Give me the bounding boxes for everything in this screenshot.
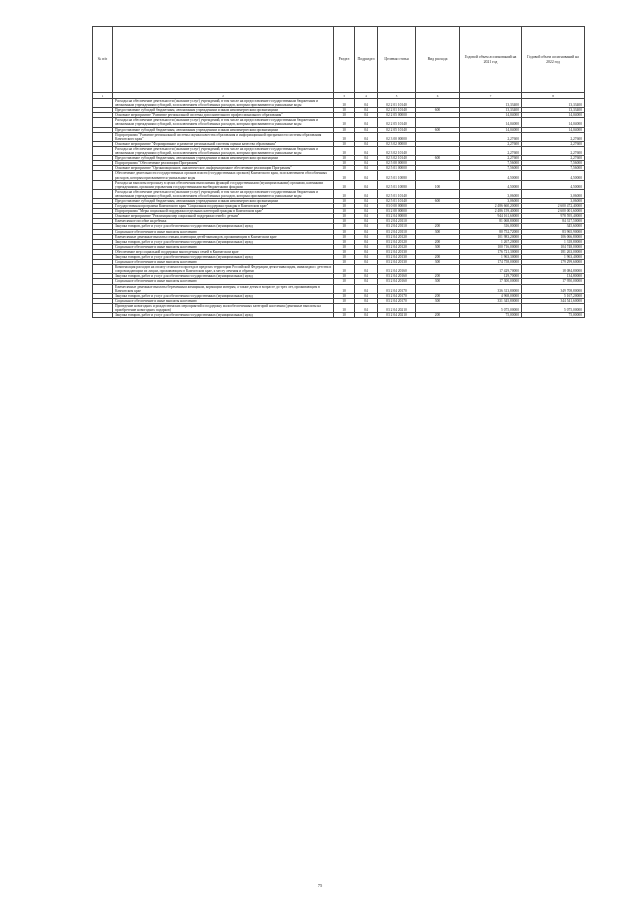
- table-row: [93, 284, 585, 293]
- cell-y2022: 134,80000: [522, 274, 585, 279]
- table-row: [93, 171, 585, 180]
- cell-target: 02 5 01 10080: [378, 180, 416, 189]
- cell-y2022: 4,50000: [522, 171, 585, 180]
- cell-sec: 10: [334, 99, 355, 108]
- cell-name: Предоставление субсидий бюджетным, автономным учреждениям и иным некоммерческим организациям: [113, 108, 334, 113]
- cell-target: 03 2 04 20210: [378, 303, 416, 312]
- cell-sec: 10: [334, 161, 355, 166]
- cell-num: [93, 132, 113, 141]
- cell-sub: 04: [355, 204, 378, 209]
- cell-y2021: 1 267,20000: [460, 239, 522, 244]
- cell-y2021: 2 486 159,40000: [460, 209, 522, 214]
- header-2022: Годовой объем ассигнований на 2022 год: [522, 27, 585, 93]
- cell-name: Ежемесячное пособие на ребенка: [113, 219, 334, 224]
- cell-y2021: 13,33400: [460, 99, 522, 108]
- cell-y2022: 181 263,00000: [522, 249, 585, 254]
- table-row: [93, 189, 585, 198]
- cell-sec: 10: [334, 189, 355, 198]
- cell-name: Социальное обеспечение и иные выплаты населению: [113, 244, 334, 249]
- cell-y2021: 17 300,00000: [460, 279, 522, 284]
- index-7: 7: [460, 93, 522, 99]
- cell-name: Основное мероприятие "Организационное, аналитическое, информационное обеспечение реализации Программы": [113, 166, 334, 171]
- cell-name: Закупка товаров, работ и услуг для обеспечения государственных (муниципальных) нужд: [113, 224, 334, 229]
- cell-num: [93, 189, 113, 198]
- header-section: Раздел: [334, 27, 355, 93]
- cell-sec: 10: [334, 209, 355, 214]
- cell-sub: 04: [355, 298, 378, 303]
- cell-target: 03 2 04 20130: [378, 260, 416, 265]
- cell-exp: [416, 99, 460, 108]
- cell-y2021: 944 161,60000: [460, 214, 522, 219]
- cell-name: Предоставление субсидий бюджетным, автономным учреждениям и иным некоммерческим организациям: [113, 156, 334, 161]
- cell-target: 03 2 04 20170: [378, 284, 416, 293]
- cell-name: Компенсация расходов на оплату стоимости проезда в пределах территории Российской Федерации детям-инвалидам, инвалидам с детства и сопровождающим их лицам, проживающим в Камчатском крае, к месту лечения и обратно: [113, 265, 334, 274]
- index-4: 4: [355, 93, 378, 99]
- cell-sub: 04: [355, 161, 378, 166]
- cell-sub: 04: [355, 198, 378, 203]
- cell-sec: 10: [334, 146, 355, 155]
- cell-sec: 10: [334, 118, 355, 127]
- cell-y2022: 14,04000: [522, 127, 585, 132]
- cell-y2022: 344 541,60000: [522, 298, 585, 303]
- cell-y2021: 2,27600: [460, 146, 522, 155]
- cell-y2022: 2,27600: [522, 156, 585, 161]
- cell-target: 03 2 04 20110: [378, 229, 416, 234]
- cell-name: Основное мероприятие "Развитие региональной системы дополнительного профессионального образования": [113, 113, 334, 118]
- cell-y2021: 14,04000: [460, 127, 522, 132]
- cell-target: 03 2 04 20160: [378, 279, 416, 284]
- cell-y2022: 84 317,50000: [522, 219, 585, 224]
- table-row: [93, 99, 585, 108]
- cell-sec: 10: [334, 249, 355, 254]
- cell-sub: 04: [355, 239, 378, 244]
- table-row: [93, 265, 585, 274]
- cell-exp: 100: [416, 180, 460, 189]
- cell-sub: 04: [355, 209, 378, 214]
- index-2: 2: [113, 93, 334, 99]
- cell-y2021: 336 313,80000: [460, 284, 522, 293]
- cell-sub: 04: [355, 171, 378, 180]
- cell-y2022: 3,06000: [522, 198, 585, 203]
- cell-y2022: 1 963,40000: [522, 255, 585, 260]
- cell-y2022: 17 950,00000: [522, 279, 585, 284]
- cell-y2022: 75,00000: [522, 313, 585, 318]
- cell-exp: 600: [416, 198, 460, 203]
- cell-target: 02 5 01 10080: [378, 171, 416, 180]
- cell-y2021: 1 963,30000: [460, 255, 522, 260]
- index-1: 1: [93, 93, 113, 99]
- cell-sec: 10: [334, 229, 355, 234]
- cell-target: 03 2 04 20130: [378, 255, 416, 260]
- cell-y2022: 13,33400: [522, 99, 585, 108]
- cell-y2021: 100 716,00000: [460, 244, 522, 249]
- cell-num: [93, 99, 113, 108]
- cell-sec: 10: [334, 265, 355, 274]
- cell-target: 03 2 04 20160: [378, 274, 416, 279]
- cell-sec: 10: [334, 132, 355, 141]
- cell-name: Обеспечение мер социальной поддержки многодетных семей в Камчатском крае: [113, 249, 334, 254]
- cell-sub: 04: [355, 279, 378, 284]
- cell-name: Подпрограмма "Развитие региональной системы оценки качества образования и информационной прозрачности системы образования Камчатского края": [113, 132, 334, 141]
- cell-name: Закупка товаров, работ и услуг для обеспечения государственных (муниципальных) нужд: [113, 274, 334, 279]
- cell-exp: [416, 118, 460, 127]
- cell-sub: 04: [355, 146, 378, 155]
- cell-y2021: 4,50000: [460, 180, 522, 189]
- cell-sub: 04: [355, 303, 378, 312]
- cell-target: 02 2 05 10140: [378, 118, 416, 127]
- index-5: 5: [378, 93, 416, 99]
- cell-name: Расходы на обеспечение деятельности (оказание услуг) учреждений, в том числе на предоставление государственным бюджетным и автономным учреждениям субсидий, за исключением обособленных расходов, которым присваиваются уникальные коды: [113, 146, 334, 155]
- cell-sub: 04: [355, 293, 378, 298]
- cell-sec: 10: [334, 244, 355, 249]
- cell-target: 02 2 05 00000: [378, 113, 416, 118]
- cell-num: [93, 146, 113, 155]
- cell-sub: 04: [355, 132, 378, 141]
- cell-exp: 300: [416, 244, 460, 249]
- cell-sub: 04: [355, 219, 378, 224]
- cell-name: Расходы на выплаты персоналу в целях обеспечения выполнения функций государственными (муниципальными) органами, казенными учреждениями, органами управления государственными внебюджетными фондами: [113, 180, 334, 189]
- cell-num: [93, 303, 113, 312]
- cell-y2022: 7,56000: [522, 166, 585, 171]
- cell-y2022: 4,50000: [522, 180, 585, 189]
- cell-y2022: 104 748,00000: [522, 244, 585, 249]
- cell-sec: 10: [334, 284, 355, 293]
- cell-sub: 04: [355, 229, 378, 234]
- cell-sec: 10: [334, 255, 355, 260]
- cell-sec: 10: [334, 298, 355, 303]
- cell-name: Социальное обеспечение и иные выплаты населению: [113, 298, 334, 303]
- cell-y2021: 2,27600: [460, 132, 522, 141]
- cell-exp: 300: [416, 260, 460, 265]
- cell-name: Закупка товаров, работ и услуг для обеспечения государственных (муниципальных) нужд: [113, 293, 334, 298]
- cell-target: 03 2 04 20210: [378, 313, 416, 318]
- cell-name: Подпрограмма "Меры социальной поддержки отдельных категорий граждан в Камчатском крае": [113, 209, 334, 214]
- cell-exp: [416, 132, 460, 141]
- cell-target: 03 2 00 00000: [378, 209, 416, 214]
- cell-sec: 10: [334, 219, 355, 224]
- cell-sec: 10: [334, 166, 355, 171]
- cell-name: Закупка товаров, работ и услуг для обеспечения государственных (муниципальных) нужд: [113, 313, 334, 318]
- header-2021: Годовой объем ассигнований на 2021 год: [460, 27, 522, 93]
- cell-y2022: 13,33400: [522, 108, 585, 113]
- cell-target: 02 3 02 10140: [378, 146, 416, 155]
- cell-name: Предоставление субсидий бюджетным, автономным учреждениям и иным некоммерческим организациям: [113, 198, 334, 203]
- cell-sec: 10: [334, 108, 355, 113]
- cell-target: 03 2 04 20110: [378, 224, 416, 229]
- cell-sub: 04: [355, 224, 378, 229]
- cell-sec: 10: [334, 293, 355, 298]
- cell-num: [93, 180, 113, 189]
- index-3: 3: [334, 93, 355, 99]
- cell-exp: [416, 265, 460, 274]
- budget-table-container: [92, 26, 584, 318]
- table-row: [93, 180, 585, 189]
- table-row: [93, 118, 585, 127]
- cell-sec: 10: [334, 279, 355, 284]
- cell-name: Ежемесячные денежные выплаты беременным женщинам, кормящим матерям, а также детям в возрасте до трех лет, проживающим в Камчатском крае: [113, 284, 334, 293]
- table-header-row: [93, 27, 585, 93]
- cell-y2021: 3,06000: [460, 198, 522, 203]
- cell-y2021: 2 486 660,20000: [460, 204, 522, 209]
- budget-table: [92, 26, 585, 318]
- cell-target: 03 2 04 20170: [378, 298, 416, 303]
- cell-sec: 10: [334, 180, 355, 189]
- cell-sub: 04: [355, 166, 378, 171]
- cell-sub: 04: [355, 244, 378, 249]
- cell-y2022: 18 084,80000: [522, 265, 585, 274]
- table-row: [93, 303, 585, 312]
- cell-y2022: 2 600 472,40000: [522, 204, 585, 209]
- cell-target: 02 5 00 00000: [378, 161, 416, 166]
- cell-y2021: 101 983,20000: [460, 234, 522, 239]
- cell-y2022: 7,56000: [522, 161, 585, 166]
- cell-target: 03 0 00 00000: [378, 204, 416, 209]
- cell-sub: 04: [355, 265, 378, 274]
- cell-name: Государственная программа Камчатского края "Социальная поддержка граждан в Камчатском крае": [113, 204, 334, 209]
- cell-target: 02 3 00 00000: [378, 132, 416, 141]
- cell-y2021: 14,04000: [460, 118, 522, 127]
- header-target: Целевая статья: [378, 27, 416, 93]
- cell-num: [93, 265, 113, 274]
- cell-y2021: 331 345,80000: [460, 298, 522, 303]
- cell-sub: 04: [355, 255, 378, 260]
- cell-name: Расходы на обеспечение деятельности (оказание услуг) учреждений, в том числе на предоставление государственным бюджетным и автономным учреждениям субсидий, за исключением обособленных расходов, которым присваиваются уникальные коды: [113, 99, 334, 108]
- cell-name: Обеспечение деятельности государственных органов власти (государственных органов) Камчатского края, за исключением обособленных расходов, которым присваиваются уникальные коды: [113, 171, 334, 180]
- cell-exp: [416, 189, 460, 198]
- cell-sec: 10: [334, 214, 355, 219]
- cell-name: Закупка товаров, работ и услуг для обеспечения государственных (муниципальных) нужд: [113, 255, 334, 260]
- cell-y2021: 316,00000: [460, 224, 522, 229]
- cell-num: [93, 118, 113, 127]
- cell-target: 03 2 04 00000: [378, 214, 416, 219]
- header-name: [113, 27, 334, 93]
- cell-sec: 10: [334, 303, 355, 312]
- table-row: [93, 132, 585, 141]
- cell-target: 02 2 05 10140: [378, 127, 416, 132]
- cell-y2022: 5 167,20000: [522, 293, 585, 298]
- cell-y2022: 1 318,80000: [522, 239, 585, 244]
- cell-sub: 04: [355, 234, 378, 239]
- cell-target: 03 2 04 20130: [378, 249, 416, 254]
- cell-sub: 04: [355, 127, 378, 132]
- cell-y2021: 129,70000: [460, 274, 522, 279]
- cell-y2022: 106 066,80000: [522, 234, 585, 239]
- cell-sub: 04: [355, 284, 378, 293]
- cell-exp: 300: [416, 279, 460, 284]
- cell-sec: 10: [334, 204, 355, 209]
- cell-exp: [416, 171, 460, 180]
- cell-target: 03 2 04 20110: [378, 219, 416, 224]
- cell-sub: 04: [355, 99, 378, 108]
- cell-sec: 10: [334, 274, 355, 279]
- cell-name: Закупка товаров, работ и услуг для обеспечения государственных (муниципальных) нужд: [113, 239, 334, 244]
- cell-y2022: 2,27600: [522, 146, 585, 155]
- cell-sub: 04: [355, 189, 378, 198]
- cell-sub: 04: [355, 274, 378, 279]
- cell-sub: 04: [355, 313, 378, 318]
- cell-y2022: 3,06000: [522, 189, 585, 198]
- cell-sec: 10: [334, 156, 355, 161]
- cell-sec: 10: [334, 113, 355, 118]
- cell-name: Предоставление субсидий бюджетным, автономным учреждениям и иным некоммерческим организациям: [113, 127, 334, 132]
- cell-sec: 10: [334, 171, 355, 180]
- cell-y2022: 978 595,40000: [522, 214, 585, 219]
- header-expense: Вид расхода: [416, 27, 460, 93]
- cell-sub: 04: [355, 214, 378, 219]
- cell-sub: 04: [355, 249, 378, 254]
- cell-exp: 300: [416, 298, 460, 303]
- cell-name: Ежемесячные денежные выплаты семьям, имеющим детей-инвалидов, проживающим в Камчатском крае: [113, 234, 334, 239]
- cell-y2022: 2,27600: [522, 141, 585, 146]
- cell-num: [93, 284, 113, 293]
- cell-exp: 200: [416, 313, 460, 318]
- cell-name: Социальное обеспечение и иные выплаты населению: [113, 260, 334, 265]
- cell-sec: 10: [334, 141, 355, 146]
- cell-target: 03 2 04 20160: [378, 265, 416, 274]
- cell-num: [93, 313, 113, 318]
- cell-sec: 10: [334, 198, 355, 203]
- cell-sec: 10: [334, 260, 355, 265]
- cell-sec: 10: [334, 239, 355, 244]
- cell-y2021: 13,33400: [460, 108, 522, 113]
- cell-y2021: 14,04000: [460, 113, 522, 118]
- cell-target: 02 2 01 10140: [378, 108, 416, 113]
- cell-sub: 04: [355, 156, 378, 161]
- cell-y2021: 17 429,70000: [460, 265, 522, 274]
- table-body: [93, 99, 585, 318]
- cell-y2022: 83 965,90000: [522, 229, 585, 234]
- cell-sec: 10: [334, 224, 355, 229]
- header-num: № п/п: [93, 27, 113, 93]
- cell-target: 03 2 04 20120: [378, 244, 416, 249]
- cell-y2022: 349 708,80000: [522, 284, 585, 293]
- cell-name: Подпрограмма "Обеспечение реализации Программы": [113, 161, 334, 166]
- cell-exp: 200: [416, 239, 460, 244]
- cell-sub: 04: [355, 118, 378, 127]
- index-6: 6: [416, 93, 460, 99]
- cell-sec: 10: [334, 127, 355, 132]
- cell-y2021: 2,27600: [460, 156, 522, 161]
- table-row: [93, 313, 585, 318]
- cell-y2021: 75,00000: [460, 313, 522, 318]
- cell-exp: 600: [416, 156, 460, 161]
- cell-target: 02 5 01 00000: [378, 166, 416, 171]
- cell-target: 02 3 02 10140: [378, 156, 416, 161]
- cell-name: Основное мероприятие "Формирование и развитие региональной системы оценки качества образования": [113, 141, 334, 146]
- cell-exp: 200: [416, 274, 460, 279]
- cell-y2021: 5 075,00000: [460, 303, 522, 312]
- cell-exp: 300: [416, 229, 460, 234]
- cell-sub: 04: [355, 260, 378, 265]
- cell-target: 03 2 04 20170: [378, 293, 416, 298]
- page-number: 75: [317, 883, 323, 888]
- cell-target: 03 2 04 20120: [378, 239, 416, 244]
- cell-target: 03 2 04 20120: [378, 234, 416, 239]
- cell-y2021: 176 721,30000: [460, 249, 522, 254]
- cell-sub: 04: [355, 141, 378, 146]
- cell-y2021: 2,27600: [460, 141, 522, 146]
- cell-target: 02 5 01 10140: [378, 189, 416, 198]
- cell-exp: [416, 146, 460, 155]
- cell-name: Социальное обеспечение и иные выплаты населению: [113, 279, 334, 284]
- cell-name: Основное мероприятие "Реализация мер социальной поддержки семей с детьми": [113, 214, 334, 219]
- cell-exp: [416, 303, 460, 312]
- cell-sub: 04: [355, 108, 378, 113]
- cell-target: 02 2 01 10140: [378, 99, 416, 108]
- cell-exp: 200: [416, 255, 460, 260]
- cell-y2022: 2 600 001,60000: [522, 209, 585, 214]
- cell-y2021: 7,56000: [460, 161, 522, 166]
- cell-y2022: 5 075,00000: [522, 303, 585, 312]
- cell-sub: 04: [355, 180, 378, 189]
- cell-sec: 10: [334, 234, 355, 239]
- cell-target: 02 3 02 00000: [378, 141, 416, 146]
- cell-y2021: 3,06000: [460, 189, 522, 198]
- cell-num: [93, 171, 113, 180]
- cell-y2021: 4 968,00000: [460, 293, 522, 298]
- cell-exp: 600: [416, 108, 460, 113]
- cell-name: Проведение новогодних и рождественских мероприятий и поддержку малообеспеченных категорий населения (денежные выплаты на приобретение новогодних подарков): [113, 303, 334, 312]
- cell-y2021: 174 758,00000: [460, 260, 522, 265]
- cell-exp: [416, 284, 460, 293]
- cell-y2022: 14,04000: [522, 113, 585, 118]
- cell-exp: 200: [416, 293, 460, 298]
- cell-y2021: 81 068,80000: [460, 219, 522, 224]
- cell-exp: 200: [416, 224, 460, 229]
- cell-y2022: 14,04000: [522, 118, 585, 127]
- cell-y2022: 179 299,60000: [522, 260, 585, 265]
- cell-name: Расходы на обеспечение деятельности (оказание услуг) учреждений, в том числе на предоставление государственным бюджетным и автономным учреждениям субсидий, за исключением обособленных расходов, которым присваиваются уникальные коды: [113, 189, 334, 198]
- cell-name: Социальное обеспечение и иные выплаты населению: [113, 229, 334, 234]
- cell-name: Расходы на обеспечение деятельности (оказание услуг) учреждений, в том числе на предоставление государственным бюджетным и автономным учреждениям субсидий, за исключением обособленных расходов, которым присваиваются уникальные коды: [113, 118, 334, 127]
- cell-target: 02 5 01 10140: [378, 198, 416, 203]
- cell-y2022: 2,27600: [522, 132, 585, 141]
- cell-y2021: 80 752,72000: [460, 229, 522, 234]
- header-subsection: Подраздел: [355, 27, 378, 93]
- cell-y2022: 345,60000: [522, 224, 585, 229]
- cell-y2021: 4,50000: [460, 171, 522, 180]
- cell-y2021: 7,56000: [460, 166, 522, 171]
- cell-exp: 600: [416, 127, 460, 132]
- cell-sub: 04: [355, 113, 378, 118]
- index-8: 8: [522, 93, 585, 99]
- cell-sec: 10: [334, 313, 355, 318]
- table-row: [93, 146, 585, 155]
